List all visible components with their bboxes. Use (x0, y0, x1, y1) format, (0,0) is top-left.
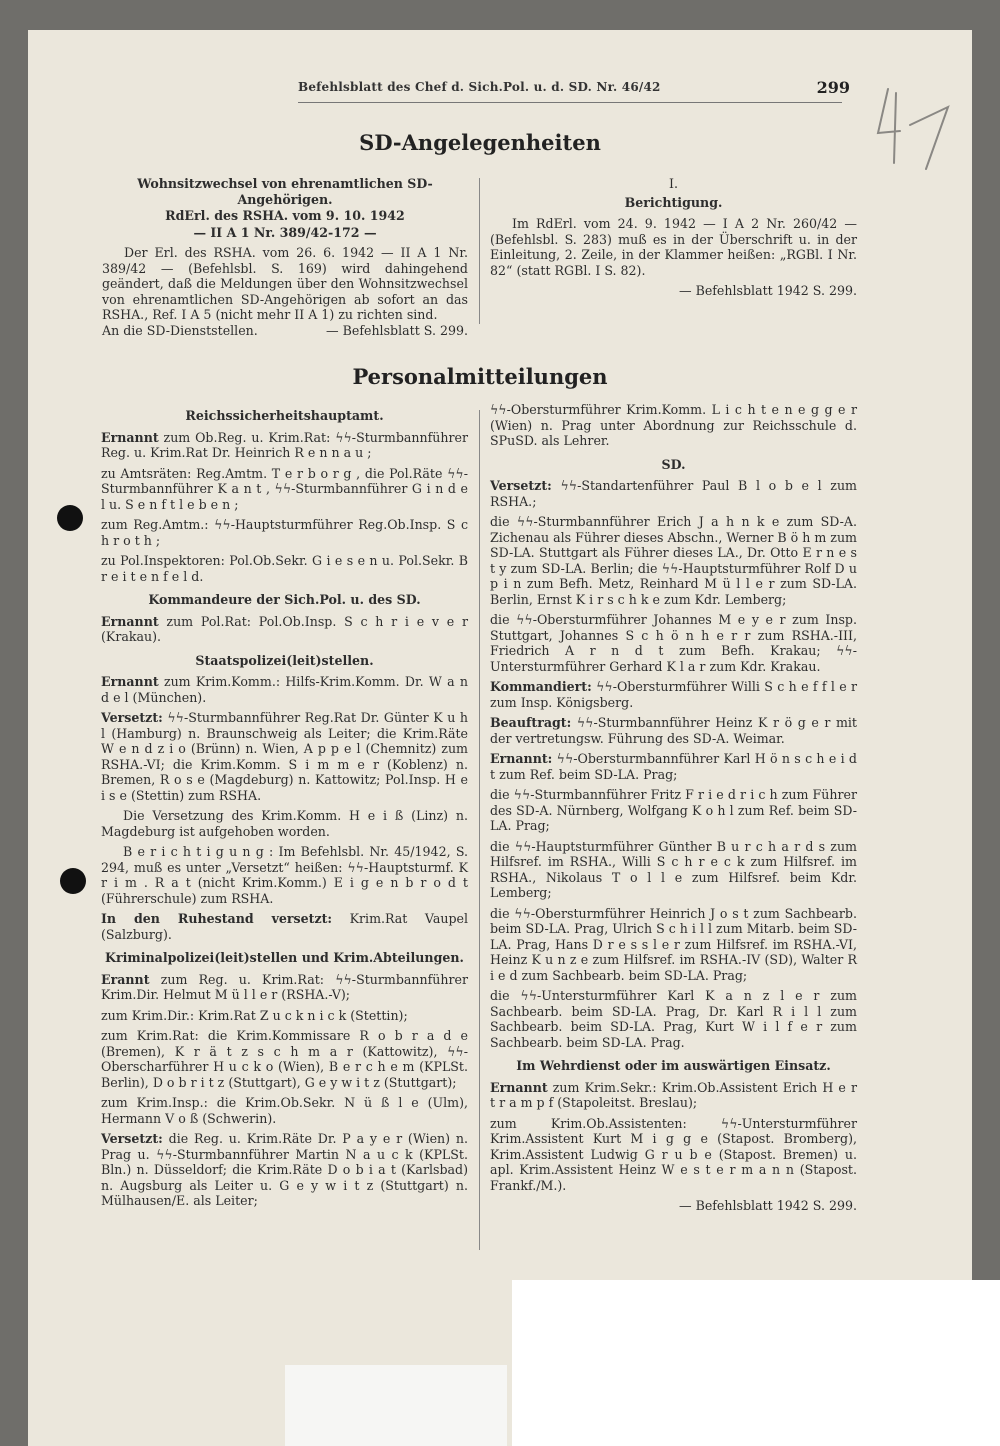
entry-paragraph (101, 1095, 468, 1126)
entry-paragraph (101, 517, 468, 548)
sd-right-heading: Berichtigung. (624, 194, 723, 210)
entry-text: die ϟϟ-Sturmbannführer Erich J a h n k e zum SD-A. Zichenau als Führer dieses Abschn., Werner B ö h m zum SD-LA. Stuttgart als Führer dieses LA., Dr. Otto E r n e s t y zum SD-LA. Berlin; die ϟϟ-Hauptsturmführer Rolf D u p i n zum Befh. Metz, Reinhard M ü l l e r zum SD-LA. Berlin, Ernst K i r s c h k e zum Kdr. Lemberg; (490, 514, 857, 607)
subsection-heading: Kommandeure der Sich.Pol. u. des SD. (148, 592, 421, 607)
paper-slip (285, 1365, 507, 1446)
entry-text: zu Pol.Inspektoren: Pol.Ob.Sekr. G i e s e n u. Pol.Sekr. B r e i t e n f e l d. (101, 553, 468, 584)
entry-paragraph (490, 715, 857, 746)
sd-left-heading: Wohnsitzwechsel von ehrenamtlichen SD-Angehörigen. (137, 176, 433, 207)
entry-text: ϟϟ-Obersturmbannführer Karl H ö n s c h e i d t zum Ref. beim SD-LA. Prag; (490, 751, 857, 782)
entry-text: zu Amtsräten: Reg.Amtm. T e r b o r g , die Pol.Räte ϟϟ-Sturmbannführer K a n t , ϟϟ-Sturmbannführer G i n d e l u. S e n f t l e b e n ; (101, 465, 468, 512)
entry-text: ϟϟ-Sturmbannführer Reg.Rat Dr. Günter K u h l (Hamburg) n. Braunschweig als Leiter; die Krim.Räte W e n d z i o (Brünn) n. Wien, A p p e l (Chemnitz) zum RSHA.-VI; die Krim.Komm. S i m m e r (Koblenz) n. Bremen, R o s e (Magdeburg) n. Kattowitz; Pol.Insp. H e i s e (Stettin) zum RSHA. (101, 710, 468, 803)
entry-text: Krim.Rat Vaupel (Salzburg). (101, 911, 468, 942)
entry-text: die ϟϟ-Hauptsturmführer Günther B u r c h a r d s zum Hilfsref. im RSHA., Willi S c h r e c k zum Hilfsref. im RSHA., Nikolaus T o l l e zum Hilfsref. beim Kdr. Lemberg; (490, 838, 857, 900)
entry-text: ϟϟ-Standartenführer Paul B l o b e l zum RSHA.; (490, 478, 857, 509)
entry-paragraph (490, 478, 857, 509)
entry-paragraph (101, 1028, 468, 1090)
punch-hole (60, 868, 86, 894)
entry-paragraph (490, 679, 857, 710)
scan-background (512, 1280, 1000, 1446)
entry-paragraph (101, 430, 468, 461)
entry-paragraph (490, 1116, 857, 1194)
entry-text: ϟϟ-Obersturmführer Krim.Komm. L i c h t e n e g g e r (Wien) n. Prag unter Abordnung zur Reichsschule d. SPuSD. als Lehrer. (490, 402, 857, 448)
entry-lead: Ernannt (101, 674, 159, 689)
entry-paragraph (101, 553, 468, 584)
entry-text: zum Krim.Ob.Assistenten: ϟϟ-Untersturmführer Krim.Assistent Kurt M i g g e (Stapost. Bromberg), Krim.Assistent Ludwig G r u b e (Stapost. Bremen) u. apl. Krim.Assistent Heinz W e s t e r m a n n (Stapost. Frankf./M.). (490, 1115, 857, 1193)
entry-text: zum Krim.Sekr.: Krim.Ob.Assistent Erich H e r t r a m p f (Stapoleitst. Breslau); (490, 1079, 857, 1110)
entry-text: die ϟϟ-Untersturmführer Karl K a n z l e r zum Sachbearb. beim SD-LA. Prag, Dr. Karl R i l l zum Sachbearb. beim SD-LA. Prag, Kurt W i l f e r zum Sachbearb. beim SD-LA. Prag. (490, 988, 857, 1050)
sd-left-column (102, 176, 468, 343)
entry-paragraph (101, 1008, 468, 1024)
punch-hole (57, 505, 83, 531)
section-title-sd: SD-Angelegenheiten (359, 130, 601, 155)
pm-left-column (101, 400, 468, 1214)
running-header: Befehlsblatt des Chef d. Sich.Pol. u. d. SD. Nr. 46/42 (298, 80, 661, 94)
entry-lead: Erannt (101, 971, 150, 987)
entry-paragraph (101, 710, 468, 803)
sd-right-column (490, 176, 857, 304)
entry-text: ϟϟ-Obersturmführer Willi S c h e f f l e r zum Insp. Königsberg. (490, 679, 857, 710)
entry-text: ϟϟ-Sturmbannführer Heinz K r ö g e r mit der vertretungsw. Führung des SD-A. Weimar. (490, 715, 857, 746)
entry-paragraph (101, 1131, 468, 1209)
entry-paragraph (490, 906, 857, 984)
entry-lead: Kommandiert: (490, 679, 592, 694)
entry-lead: Versetzt: (101, 710, 163, 725)
sd-left-ref2: — II A 1 Nr. 389/42-172 — (193, 224, 377, 240)
subsection-heading: Kriminalpolizei(leit)stellen und Krim.Abteilungen. (105, 950, 464, 965)
entry-paragraph (101, 466, 468, 513)
entry-text: die ϟϟ-Obersturmführer Heinrich J o s t zum Sachbearb. beim SD-LA. Prag, Ulrich S c h i l l zum Mitarb. beim SD-LA. Prag, Hans D r e s s l e r zum Hilfsref. im RSHA.-VI, Heinz K u n z e zum Hilfsref. im RSHA.-IV (SD), Walter R i e d zum Sachbearb. beim SD-LA. Prag; (490, 905, 857, 983)
sd-left-footer (102, 323, 468, 339)
sd-right-numeral: I. (669, 176, 678, 191)
entry-text: die ϟϟ-Sturmbannführer Fritz F r i e d r i c h zum Führer des SD-A. Nürnberg, Wolfgang K o h l zum Ref. beim SD-LA. Prag; (490, 787, 857, 833)
sd-left-footer-left: An die SD-Dienststellen. (102, 322, 258, 338)
sd-right-body: Im RdErl. vom 24. 9. 1942 — I A 2 Nr. 260/42 — (Befehlsbl. S. 283) muß es in der Überschrift u. in der Einleitung, 2. Zeile, in der Klammer heißen: „RGBl. I Nr. 82“ (statt RGBl. I S. 82). (490, 216, 857, 278)
sd-left-ref1: RdErl. des RSHA. vom 9. 10. 1942 (165, 208, 405, 223)
entry-paragraph (101, 972, 468, 1003)
header-rule (298, 102, 842, 103)
entry-text: B e r i c h t i g u n g : Im Befehlsbl. Nr. 45/1942, S. 294, muß es unter „Versetzt“ heißen: ϟϟ-Hauptsturmf. K r i m . R a t (nicht Krim.Komm.) E i g e n b r o d t (Führerschule) zum RSHA. (101, 844, 468, 906)
page-number: 299 (816, 78, 850, 97)
entry-text: zum Reg.Amtm.: ϟϟ-Hauptsturmführer Reg.Ob.Insp. S c h r o t h ; (101, 517, 468, 548)
column-divider (479, 178, 480, 324)
entry-lead: In den Ruhestand versetzt: (101, 911, 333, 926)
entry-lead: Ernannt (101, 613, 159, 629)
entry-paragraph (101, 614, 468, 645)
entry-text: zum Krim.Komm.: Hilfs-Krim.Komm. Dr. W a n d e l (München). (101, 674, 468, 705)
sd-right-footer: — Befehlsblatt 1942 S. 299. (678, 283, 857, 298)
entry-paragraph (490, 751, 857, 782)
entry-text: zum Krim.Dir.: Krim.Rat Z u c k n i c k (Stettin); (101, 1007, 408, 1023)
section-footer: — Befehlsblatt 1942 S. 299. (678, 1198, 857, 1213)
entry-lead: Ernannt (101, 429, 159, 445)
entry-paragraph (490, 787, 857, 834)
entry-paragraph (490, 402, 857, 449)
subsection-heading: Im Wehrdienst oder im auswärtigen Einsatz. (516, 1058, 831, 1073)
subsection-heading: Reichssicherheitshauptamt. (185, 408, 384, 423)
subsection-heading: SD. (661, 456, 686, 472)
entry-paragraph (101, 674, 468, 705)
entry-lead: Ernannt (490, 1079, 548, 1095)
entry-paragraph (490, 988, 857, 1050)
entry-paragraph (490, 839, 857, 901)
entry-text: zum Ob.Reg. u. Krim.Rat: ϟϟ-Sturmbannführer Reg. u. Krim.Rat Dr. Heinrich R e n n a u ; (101, 429, 468, 460)
section-title-personal: Personalmitteilungen (352, 364, 608, 389)
entry-text: zum Krim.Rat: die Krim.Kommissare R o b r a d e (Bremen), K r ä t z s c h m a r (Kattowitz), ϟϟ-Oberscharführer H u c k o (Wien), B e r c h e m (KPLSt. Berlin), D o b r i t z (Stuttgart), G e y w i t z (Stuttgart); (101, 1028, 468, 1090)
sd-left-body: Der Erl. des RSHA. vom 26. 6. 1942 — II A 1 Nr. 389/42 — (Befehlsbl. S. 169) wird dahingehend geändert, daß die Meldungen über den Wohnsitzwechsel von ehrenamtlichen SD-Angehörigen ab sofort an das RSHA., Ref. I A 5 (nicht mehr II A 1) zu richten sind. (102, 245, 468, 322)
entry-text: die ϟϟ-Obersturmführer Johannes M e y e r zum Insp. Stuttgart, Johannes S c h ö n h e r r zum RSHA.-III, Friedrich A r n d t zum Befh. Krakau; ϟϟ-Untersturmführer Gerhard K l a r zum Kdr. Krakau. (490, 612, 857, 674)
entry-paragraph (490, 514, 857, 607)
entry-text: Die Versetzung des Krim.Komm. H e i ß (Linz) n. Magdeburg ist aufgehoben worden. (101, 808, 468, 839)
column-divider (479, 410, 480, 1250)
handwritten-note (870, 85, 960, 175)
pm-right-column (490, 402, 857, 1219)
entry-text: die Reg. u. Krim.Räte Dr. P a y e r (Wien) n. Prag u. ϟϟ-Sturmbannführer Martin N a u c k (KPLSt. Bln.) n. Düsseldorf; die Krim.Räte D o b i a t (Karlsbad) n. Augsburg als Leiter u. G e y w i t z (Stuttgart) n. Mülhausen/E. als Leiter; (101, 1131, 468, 1208)
entry-lead: Beauftragt: (490, 715, 572, 730)
entry-paragraph (101, 844, 468, 906)
sd-left-footer-right: — Befehlsblatt S. 299. (326, 322, 468, 338)
subsection-heading: Staatspolizei(leit)stellen. (195, 652, 374, 668)
entry-text: zum Pol.Rat: Pol.Ob.Insp. S c h r i e v e r (Krakau). (101, 613, 468, 644)
entry-paragraph (490, 612, 857, 674)
entry-paragraph (101, 808, 468, 839)
entry-lead: Ernannt: (490, 751, 553, 766)
entry-paragraph (490, 1080, 857, 1111)
entry-lead: Versetzt: (490, 478, 552, 493)
entry-text: zum Reg. u. Krim.Rat: ϟϟ-Sturmbannführer Krim.Dir. Helmut M ü l l e r (RSHA.-V); (101, 971, 468, 1002)
entry-text: zum Krim.Insp.: die Krim.Ob.Sekr. N ü ß l e (Ulm), Hermann V o ß (Schwerin). (101, 1095, 468, 1126)
entry-paragraph (101, 911, 468, 942)
entry-lead: Versetzt: (101, 1131, 163, 1146)
